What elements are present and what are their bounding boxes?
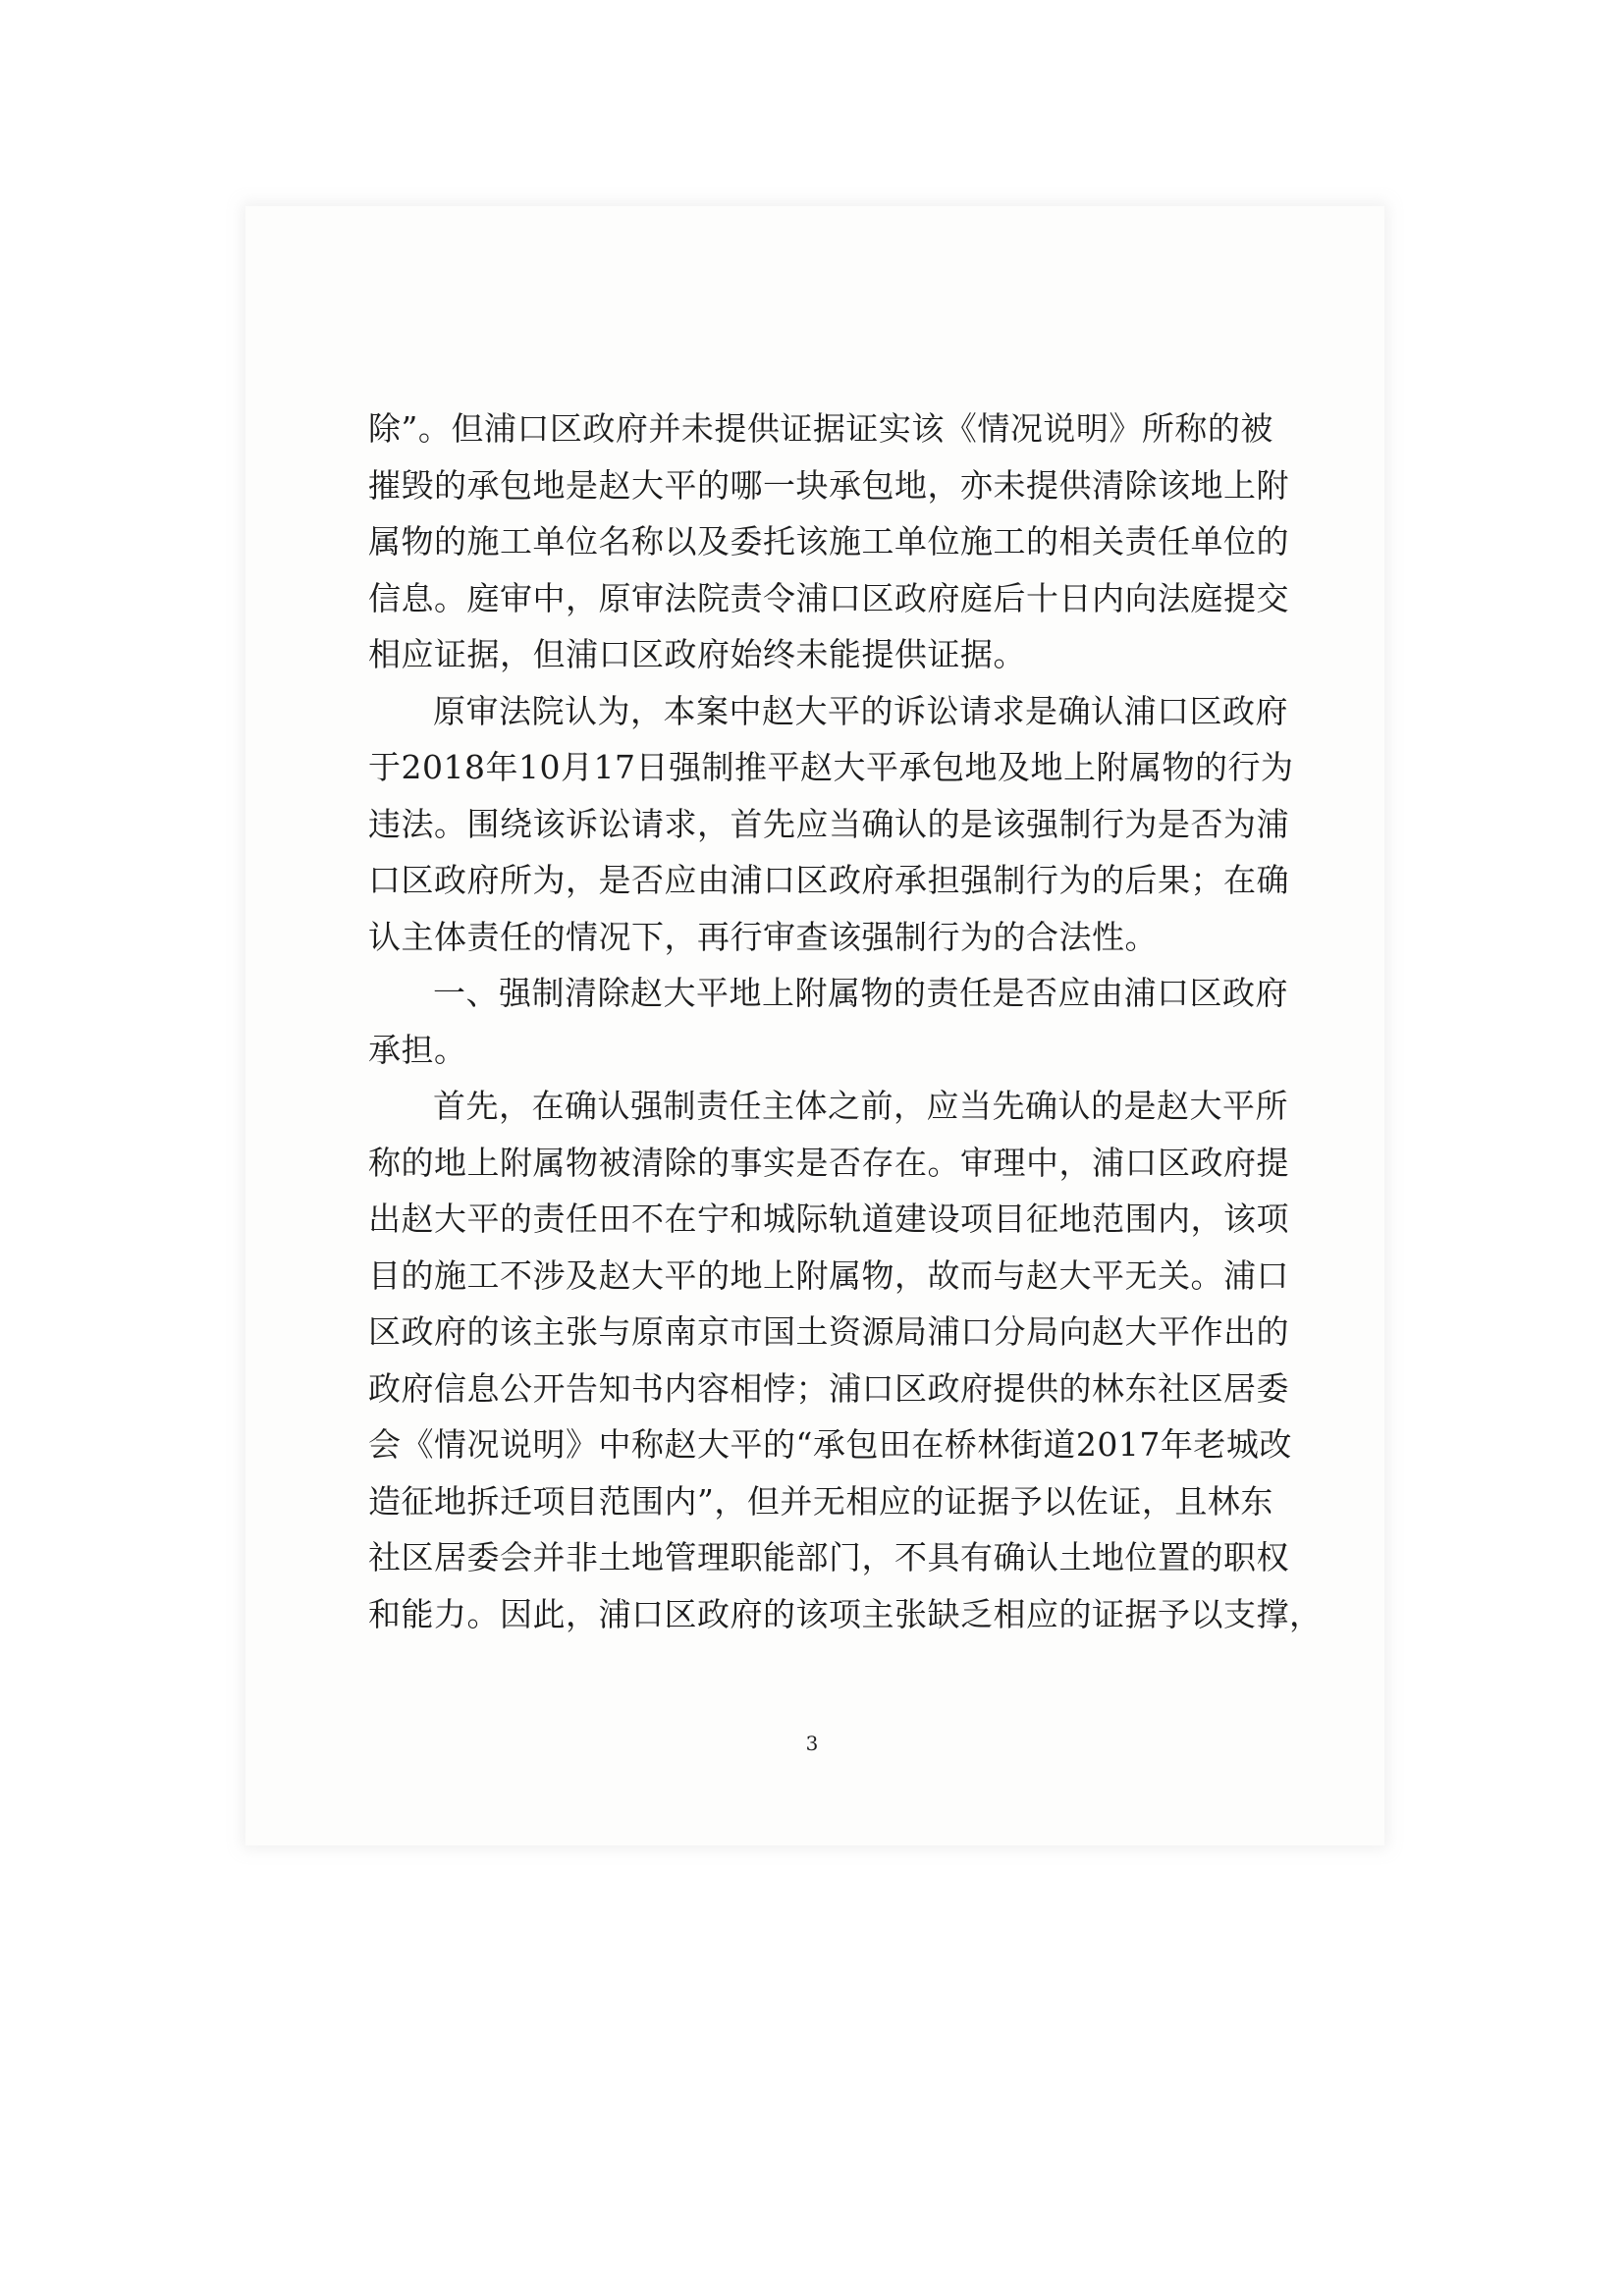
- text-line-8: 违法。围绕该诉讼请求，首先应当确认的是该强制行为是否为浦: [368, 804, 1289, 843]
- text-line-12: 承担。: [368, 1030, 467, 1069]
- text-line-15: 出赵大平的责任田不在宁和城际轨道建设项目征地范围内，该项: [368, 1200, 1289, 1238]
- text-line-2: 摧毁的承包地是赵大平的哪一块承包地，亦未提供清除该地上附: [368, 465, 1289, 505]
- text-line-22: 和能力。因此，浦口区政府的该项主张缺乏相应的证据予以支撑，: [368, 1594, 1323, 1633]
- text-line-20: 造征地拆迁项目范围内”，但并无相应的证据予以佐证，且林东: [368, 1481, 1273, 1521]
- text-line-3: 属物的施工单位名称以及委托该施工单位施工的相关责任单位的: [368, 522, 1289, 561]
- text-line-6: 原审法院认为，本案中赵大平的诉讼请求是确认浦口区政府: [433, 691, 1288, 730]
- text-line-7: 于2018年10月17日强制推平赵大平承包地及地上附属物的行为: [368, 748, 1294, 786]
- text-line-18: 政府信息公开告知书内容相悖；浦口区政府提供的林东社区居委: [368, 1368, 1289, 1408]
- text-line-21: 社区居委会并非土地管理职能部门，不具有确认土地位置的职权: [368, 1538, 1289, 1576]
- text-line-10: 认主体责任的情况下，再行审查该强制行为的合法性。: [368, 917, 1158, 956]
- body-text: [368, 400, 1323, 1642]
- text-line-1: 除”。但浦口区政府并未提供证据证实该《情况说明》所称的被: [368, 409, 1273, 448]
- text-line-19: 会《情况说明》中称赵大平的“承包田在桥林街道2017年老城改: [368, 1425, 1292, 1464]
- text-line-17: 区政府的该主张与原南京市国土资源局浦口分局向赵大平作出的: [368, 1312, 1289, 1351]
- text-line-14: 称的地上附属物被清除的事实是否存在。审理中，浦口区政府提: [368, 1143, 1289, 1182]
- text-line-13: 首先，在确认强制责任主体之前，应当先确认的是赵大平所: [433, 1087, 1288, 1125]
- text-line-4: 信息。庭审中，原审法院责令浦口区政府庭后十日内向法庭提交: [368, 578, 1289, 617]
- text-line-11: 一、强制清除赵大平地上附属物的责任是否应由浦口区政府: [433, 974, 1288, 1012]
- text-line-5: 相应证据，但浦口区政府始终未能提供证据。: [368, 635, 1026, 673]
- page-number: 3: [805, 1732, 819, 1755]
- text-line-16: 目的施工不涉及赵大平的地上附属物，故而与赵大平无关。浦口: [368, 1255, 1289, 1295]
- text-line-9: 口区政府所为，是否应由浦口区政府承担强制行为的后果；在确: [368, 861, 1289, 899]
